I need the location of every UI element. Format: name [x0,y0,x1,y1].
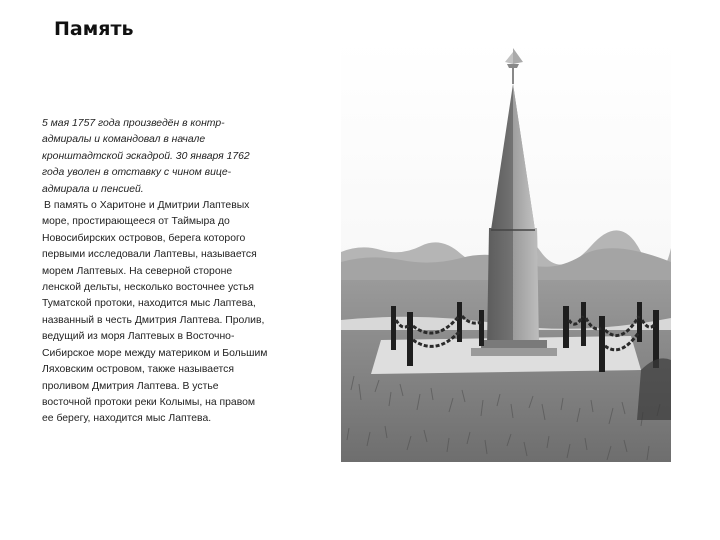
obelisk-photo-drawing [341,40,671,462]
text-block [42,116,268,428]
paragraph-memory: В память о Харитоне и Дмитрии Лаптевых море, простирающееся от Таймыра до Новосибирских островов, берега которого первыми исследовали Лаптевы, называется морем Лаптевых. На северной стороне ленской дельты, несколько восточнее устья Туматской протоки, находится мыс Лаптева, названный в честь Дмитрия Лаптева. Пролив, ведущий из моря Лаптевых в Восточно-Сибирское море между материком и Большим Ляховским островом, также называется проливом Дмитрия Лаптева. В устье восточной протоки реки Колымы, на правом ее берегу, находится мыс Лаптева. [42,200,268,425]
paragraph-career: 5 мая 1757 года произведён в контр-адмиралы и командовал в начале кронштадтской эскадрой. 30 января 1762 года уволен в отставку с чином вице-адмирала и пенсией. [42,118,250,195]
slide-title: Память [54,18,134,40]
obelisk-photo [341,40,671,462]
